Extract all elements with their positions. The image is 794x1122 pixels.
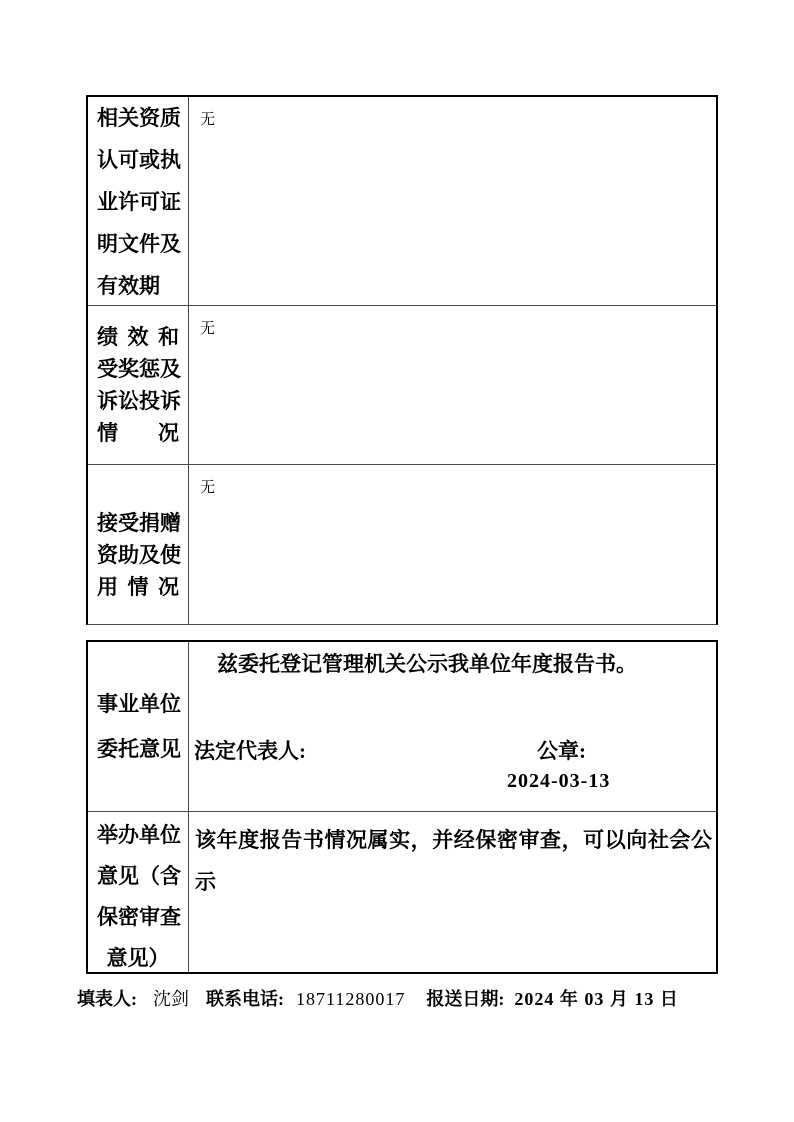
report-date-value: 2024 年 03 月 13 日 [514, 989, 679, 1009]
table-row-entrust-opinion [88, 642, 716, 811]
performance-value: 无 [200, 321, 216, 337]
entrust-statement: 兹委托登记管理机关公示我单位年度报告书。 [217, 652, 637, 676]
qualification-value: 无 [200, 112, 216, 128]
filler-value: 沈剑 [153, 989, 189, 1009]
phone-value: 18711280017 [296, 989, 406, 1009]
qualification-value-cell [189, 97, 716, 305]
table-row-sponsor-opinion [88, 811, 716, 972]
entrust-opinion-label: 事 业 单 位 委 托 意 见 [88, 642, 189, 811]
donation-value-cell [189, 465, 716, 624]
legal-representative-label: 法定代表人: [194, 739, 306, 763]
performance-value-cell [189, 306, 716, 464]
qualification-label: 相 关 资 质 认 可 或 执 业 许 可 证 明 文 件 及 有 效 期 [88, 97, 189, 305]
donation-value: 无 [200, 480, 216, 496]
donation-label: 接 受 捐 赠 资 助 及 使 用 情 况 [88, 465, 189, 624]
table-row-performance [88, 305, 716, 464]
filler-label: 填表人: [77, 989, 137, 1009]
form-footer [77, 986, 679, 1012]
entrust-sign-line [189, 735, 716, 761]
phone-label: 联系电话: [206, 989, 284, 1009]
official-seal-label: 公章: [537, 739, 586, 763]
sponsor-opinion-cell [189, 812, 716, 972]
report-table-upper [86, 95, 718, 625]
report-table-lower [86, 640, 718, 974]
performance-label: 绩 效 和 受 奖 惩 及 诉 讼 投 诉 情 况 [88, 306, 189, 464]
table-row-donation [88, 464, 716, 624]
report-date-label: 报送日期: [426, 989, 505, 1009]
entrust-opinion-cell [189, 642, 716, 811]
sponsor-opinion-label: 举 办 单 位 意 见 （ 含 保 密 审 查 意 见 ） [88, 812, 189, 972]
sponsor-opinion-text: 该年度报告书情况属实，并经保密审查，可以向社会公示 [195, 828, 712, 894]
entrust-date: 2024-03-13 [507, 770, 611, 792]
table-row-qualification [88, 97, 716, 305]
